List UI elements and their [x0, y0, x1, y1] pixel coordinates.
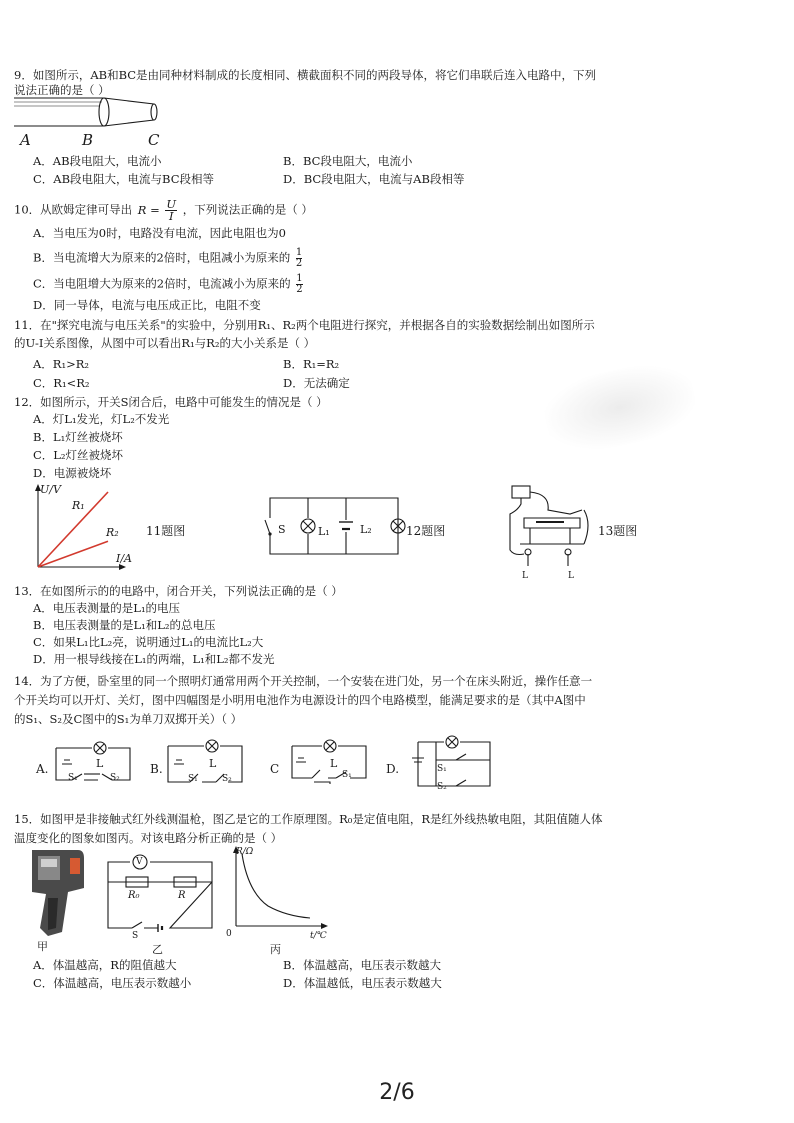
- q14-a-lamp-label: L: [96, 757, 104, 770]
- q15-fig-yi-caption: 乙: [152, 943, 163, 956]
- fig11-caption: 11题图: [146, 524, 186, 538]
- q14-b-s2-label: S₂: [222, 774, 232, 784]
- q15-switch-label: S: [132, 931, 139, 941]
- q9-conductor-figure: [14, 92, 174, 132]
- q11-option-d: D．无法确定: [283, 376, 350, 390]
- q14-stem-line2: 个开关均可以开灯、关灯，图中四幅图是小明用电池作为电源设计的四个电路模型，能满足要求的是（其中A图中: [14, 693, 586, 707]
- q10-option-d: D．同一导体，电流与电压成正比，电阻不变: [33, 298, 261, 312]
- q15-stem-line1: 15．如图甲是非接触式红外线测温枪，图乙是它的工作原理图。R₀是定值电阻，R是红外线热敏电阻，其阻值随人体: [14, 812, 603, 826]
- fig11-r1-label: R₁: [72, 499, 85, 512]
- q15-graph-origin: 0: [226, 929, 232, 939]
- q15-voltmeter-label: V: [136, 857, 143, 867]
- q15-graph-x-label: t/℃: [310, 931, 327, 941]
- q15-r-label: R: [178, 890, 186, 901]
- q15-fig-yi-circuit: [106, 852, 216, 934]
- q13-option-a: A．电压表测量的是L₁的电压: [33, 601, 181, 615]
- q13-option-b: B．电压表测量的是L₁和L₂的总电压: [33, 618, 216, 632]
- q11-stem-line1: 11．在"探究电流与电压关系"的实验中，分别用R₁、R₂两个电阻进行探究，并根据各自的实验数据绘制出如图所示: [14, 318, 595, 332]
- fig12-switch-label: S: [278, 523, 286, 536]
- q14-circuit-c-label: C: [270, 762, 280, 776]
- fig13-l2-label: L: [568, 571, 574, 581]
- q9-label-c: C: [148, 131, 160, 149]
- fig13-l1-label: L: [522, 571, 528, 581]
- q10-stem-prefix: 10．从欧姆定律可导出: [14, 202, 133, 217]
- q13-stem: 13．在如图所示的的电路中，闭合开关，下列说法正确的是（ ）: [14, 584, 343, 598]
- fig11-x-label: I/A: [116, 552, 132, 565]
- q10-option-b-fraction: [296, 248, 302, 269]
- q12-option-d: D．电源被烧坏: [33, 466, 112, 480]
- q14-circuit-b: [166, 738, 246, 788]
- q13-option-d: D．用一根导线接在L₁的两端，L₁和L₂都不发光: [33, 652, 275, 666]
- q10-formula-lhs: R =: [137, 202, 160, 217]
- q10-formula-numerator: U: [166, 197, 177, 211]
- q10-option-a: A．当电压为0时，电路没有电流，因此电阻也为0: [33, 226, 286, 240]
- page-number: 2/6: [379, 1080, 415, 1105]
- q10-option-b-fraction-num: 1: [295, 247, 303, 258]
- q14-a-s1-label: S₁: [68, 773, 78, 783]
- q9-option-c: C．AB段电阻大，电流与BC段相等: [33, 172, 215, 186]
- fig12-l2-label: L₂: [360, 523, 372, 536]
- q15-option-c: C．体温越高，电压表示数越小: [33, 976, 192, 990]
- q14-circuit-a: [54, 740, 134, 788]
- scan-smudge: [539, 355, 701, 460]
- fig11-y-label: U/V: [40, 483, 61, 496]
- q10-option-c-fraction: [296, 274, 302, 295]
- q9-stem-line2: 说法正确的是（ ）: [14, 83, 110, 97]
- q10-formula-fraction: [165, 199, 177, 222]
- q10-option-b: [33, 248, 302, 269]
- q12-stem: 12．如图所示，开关S闭合后，电路中可能发生的情况是（ ）: [14, 395, 328, 409]
- q15-stem-line2: 温度变化的图象如图丙。对该电路分析正确的是（ ）: [14, 831, 283, 845]
- q10-option-c-fraction-den: 2: [296, 284, 303, 295]
- q14-circuit-b-label: B.: [150, 762, 163, 776]
- q15-option-d: D．体温越低，电压表示数越大: [283, 976, 442, 990]
- q15-fig-bing-graph: [228, 846, 328, 930]
- q11-option-b: B．R₁=R₂: [283, 357, 340, 371]
- q14-stem-line1: 14．为了方便，卧室里的同一个照明灯通常用两个开关控制，一个安装在进门处，另一个在床头附近，操作任意一: [14, 674, 593, 688]
- q14-stem-line3: 的S₁、S₂及C图中的S₁为单刀双掷开关）（ ）: [14, 712, 243, 726]
- q9-option-b: B．BC段电阻大，电流小: [283, 154, 413, 168]
- q12-option-b: B．L₁灯丝被烧坏: [33, 430, 123, 444]
- q15-fig-bing-caption: 丙: [270, 943, 281, 956]
- q14-d-s1-label: S₁: [437, 764, 447, 774]
- q10-option-b-fraction-den: 2: [295, 258, 303, 269]
- q15-option-b: B．体温越高，电压表示数越大: [283, 958, 441, 972]
- q10-option-b-text: B．当电流增大为原来的2倍时，电阻减小为原来的: [33, 250, 291, 265]
- q9-option-d: D．BC段电阻大，电流与AB段相等: [283, 172, 465, 186]
- q15-resistance-curve: [242, 854, 310, 918]
- fig11-line-r2: [38, 541, 108, 567]
- fig12-caption: 12题图: [406, 524, 446, 538]
- q14-circuit-d-label: D.: [386, 762, 400, 776]
- q9-stem-line1: 9．如图所示，AB和BC是由同种材料制成的长度相同、横截面积不同的两段导体，将它们串联后连入电路中，下列: [14, 68, 597, 82]
- q11-stem-line2: 的U-I关系图像，从图中可以看出R₁与R₂的大小关系是（ ）: [14, 336, 316, 350]
- q12-option-c: C．L₂灯丝被烧坏: [33, 448, 124, 462]
- q10-option-c-fraction-num: 1: [296, 273, 303, 284]
- q10-formula-denominator: I: [168, 209, 174, 223]
- q11-option-c: C．R₁<R₂: [33, 376, 90, 390]
- q10-stem: [14, 199, 313, 222]
- q10-option-c-text: C．当电阻增大为原来的2倍时，电流减小为原来的: [33, 276, 291, 291]
- q15-option-a: A．体温越高，R的阻值越大: [33, 958, 177, 972]
- q14-b-s1-label: S₁: [188, 774, 198, 784]
- fig13-caption: 13题图: [598, 524, 638, 538]
- q13-option-c: C．如果L₁比L₂亮，说明通过L₁的电流比L₂大: [33, 635, 264, 649]
- q11-option-a: A．R₁>R₂: [33, 357, 89, 371]
- q14-b-lamp-label: L: [209, 757, 217, 770]
- q15-r0-label: R₀: [128, 890, 140, 901]
- q14-c-lamp-label: L: [330, 757, 338, 770]
- q14-d-s2-label: S₂: [437, 782, 447, 792]
- q9-label-b: B: [82, 131, 94, 149]
- q10-stem-suffix: ，下列说法正确的是（ ）: [182, 202, 313, 217]
- q15-fig-jia-thermometer-gun: [28, 848, 86, 938]
- fig11-r2-label: R₂: [106, 526, 119, 539]
- fig12-l1-label: L₁: [318, 525, 330, 538]
- q14-a-s2-label: S₂: [110, 773, 120, 783]
- q14-circuit-d: [408, 736, 498, 792]
- q14-c-s1-label: S₁: [342, 770, 352, 780]
- q9-label-a: A: [20, 131, 31, 149]
- q14-circuit-a-label: A.: [36, 762, 49, 776]
- q15-fig-jia-caption: 甲: [37, 940, 48, 953]
- fig13-physical-circuit: [500, 484, 595, 574]
- q10-option-c: [33, 274, 303, 295]
- q9-option-a: A．AB段电阻大，电流小: [33, 154, 162, 168]
- q15-graph-y-label: R/Ω: [236, 847, 254, 857]
- q12-option-a: A．灯L₁发光，灯L₂不发光: [33, 412, 170, 426]
